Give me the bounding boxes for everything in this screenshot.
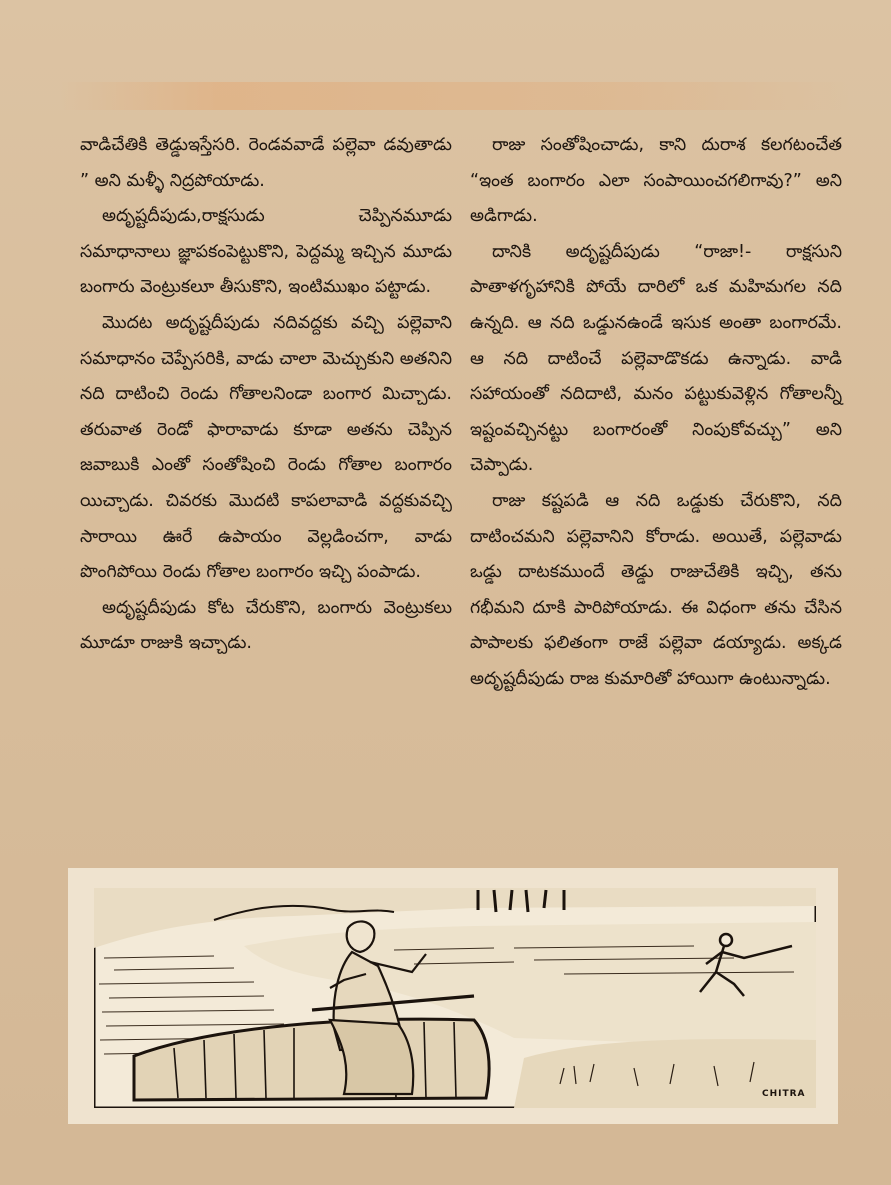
paragraph: రాజు కష్టపడి ఆ నది ఒడ్డుకు చేరుకొని, నది దాటించమని పల్లెవానిని కోరాడు. అయితే, పల్లెవాడు ఒడ్డు దాటకముందే తెడ్డు రాజుచేతికి ఇచ్చి, తను గభీమని దూకి పారిపోయాడు. ఈ విధంగా తను చేసిన పాపాలకు ఫలితంగా రాజే పల్లెవా డయ్యాడు. అక్కడ అదృష్టదీపుడు రాజ కుమారితో హాయిగా ఉంటున్నాడు. bbox=[470, 490, 842, 689]
paragraph: వాడిచేతికి తెడ్డుఇస్తేసరి. రెండవవాడే పల్లెవా డవుతాడు ” అని మళ్ళీ నిద్రపోయాడు. bbox=[80, 135, 452, 191]
right-text-column bbox=[470, 128, 842, 698]
boatman-river-illustration bbox=[94, 888, 816, 1108]
left-text-column bbox=[80, 128, 452, 662]
artist-signature: CHITRA bbox=[762, 1089, 806, 1099]
paragraph: దానికి అదృష్టదీపుడు “రాజా!- రాక్షసుని పాతాళగృహానికి పోయే దారిలో ఒక మహిమగల నది ఉన్నది. ఆ నది ఒడ్డునఉండే ఇసుక అంతా బంగారమే. ఆ నది దాటించే పల్లెవాడొకడు ఉన్నాడు. వాడి సహాయంతో నదిదాటి, మనం పట్టుకువెళ్లిన గోతాలన్నీ ఇష్టంవచ్చినట్టు బంగారంతో నింపుకోవచ్చు” అని చెప్పాడు. bbox=[470, 241, 842, 476]
paragraph: రాజు సంతోషించాడు, కాని దురాశ కలగటంచేత “ఇంత బంగారం ఎలా సంపాయించగలిగావు?” అని అడిగాడు. bbox=[470, 135, 842, 227]
paragraph: అదృష్టదీపుడు కోట చేరుకొని, బంగారు వెంట్రుకలు మూడూ రాజుకి ఇచ్చాడు. bbox=[80, 597, 452, 654]
faded-header-band bbox=[60, 82, 850, 110]
paragraph: మొదట అదృష్టదీపుడు నదివద్దకు వచ్చి పల్లెవాని సమాధానం చెప్పేసరికి, వాడు చాలా మెచ్చుకుని అతనిని నది దాటించి రెండు గోతాలనిండా బంగార మిచ్చాడు. తరువాత రెండో ఫారావాడు కూడా అతను చెప్పిన జవాబుకి ఎంతో సంతోషించి రెండు గోతాల బంగారం యిచ్చాడు. చివరకు మొదటి కాపలావాడి వద్దకువచ్చి సారాయి ఊరే ఉపాయం వెల్లడించగా, వాడు పొంగిపోయి రెండు గోతాల బంగారం ఇచ్చి పంపాడు. bbox=[80, 312, 452, 583]
paragraph: అదృష్టదీపుడు,రాక్షసుడు చెప్పినమూడు సమాధానాలు జ్ఞాపకంపెట్టుకొని, పెద్దమ్మ ఇచ్చిన మూడు బంగారు వెంట్రుకలూ తీసుకొని, ఇంటిముఖం పట్టాడు. bbox=[80, 206, 452, 298]
